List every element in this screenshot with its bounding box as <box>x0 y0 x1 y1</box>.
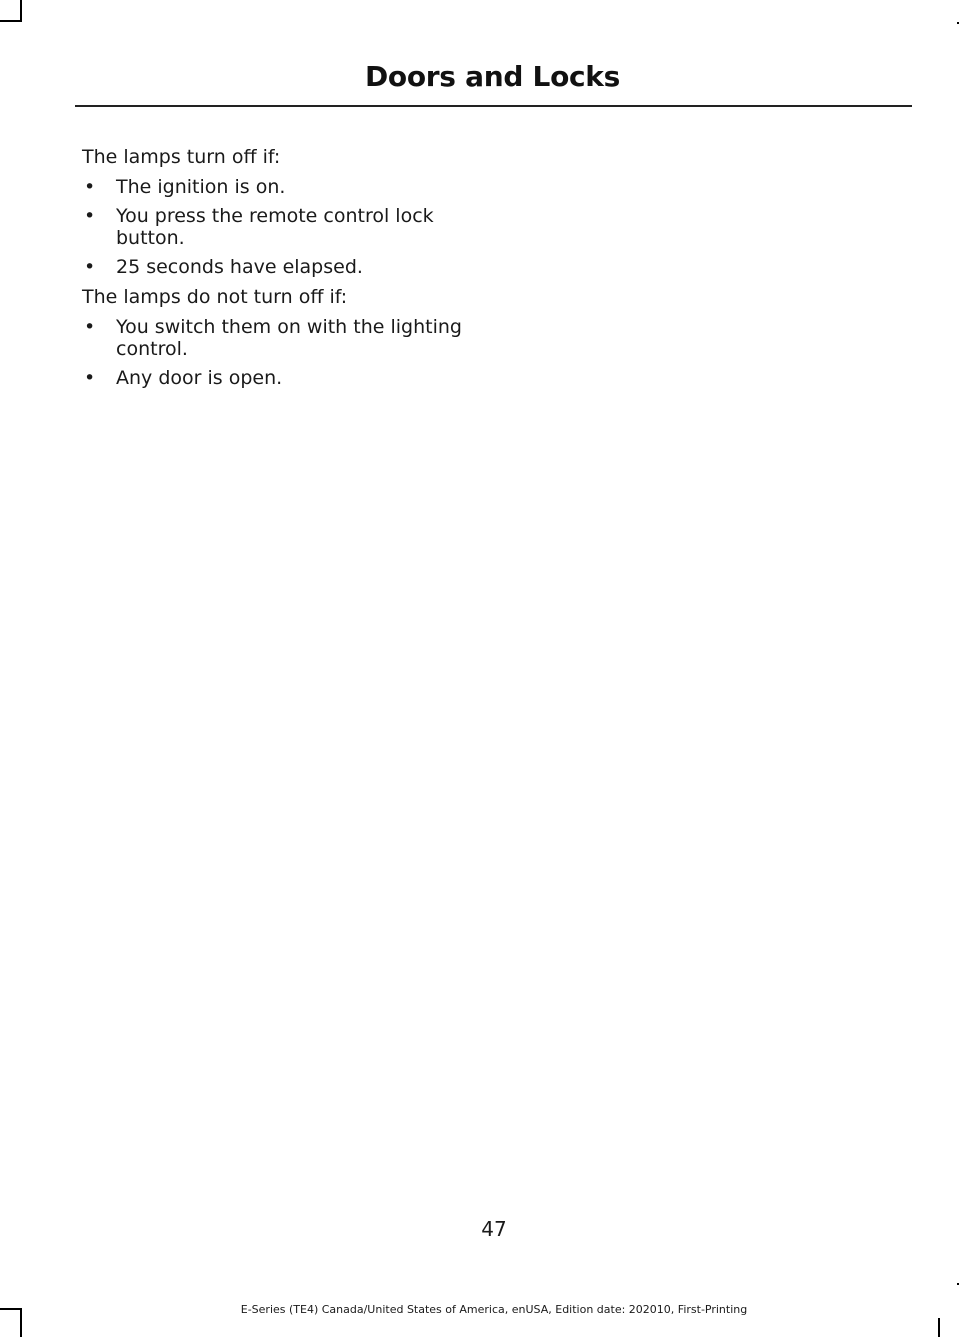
bullet-glyph: • <box>84 176 96 198</box>
bullet-glyph: • <box>84 367 96 389</box>
list-item-text: You switch them on with the lighting control. <box>116 316 462 360</box>
header-divider <box>75 105 912 107</box>
chapter-title: Doors and Locks <box>364 60 620 93</box>
crop-mark-top-left-vertical <box>20 0 22 22</box>
bullet-glyph: • <box>84 205 96 227</box>
list-item <box>82 316 482 360</box>
list-lamps-do-not-turn-off <box>82 316 482 389</box>
bullet-glyph: • <box>84 316 96 338</box>
paragraph-lamps-turn-off: The lamps turn off if: <box>82 146 281 168</box>
crop-mark-bottom-right-vertical <box>938 1318 940 1337</box>
list-item <box>82 205 482 249</box>
page-number: 47 <box>481 1217 507 1241</box>
list-item-text: The ignition is on. <box>116 176 286 198</box>
list-item <box>82 256 482 278</box>
crop-mark-top-left-horizontal <box>0 20 22 22</box>
crop-mark-top-right-dot <box>957 22 959 24</box>
list-item-text: Any door is open. <box>116 367 283 389</box>
paragraph-lamps-do-not-turn-off: The lamps do not turn off if: <box>82 286 348 308</box>
bullet-glyph: • <box>84 256 96 278</box>
footer-edition-text: E-Series (TE4) Canada/United States of America, enUSA, Edition date: 202010, First-Printing <box>240 1303 748 1316</box>
list-item <box>82 367 482 389</box>
page-content <box>82 146 482 397</box>
list-item-text: You press the remote control lock button. <box>116 205 434 249</box>
list-item-text: 25 seconds have elapsed. <box>116 256 363 278</box>
list-item <box>82 176 482 198</box>
crop-mark-bottom-right-dot <box>957 1283 959 1285</box>
list-lamps-turn-off <box>82 176 482 278</box>
